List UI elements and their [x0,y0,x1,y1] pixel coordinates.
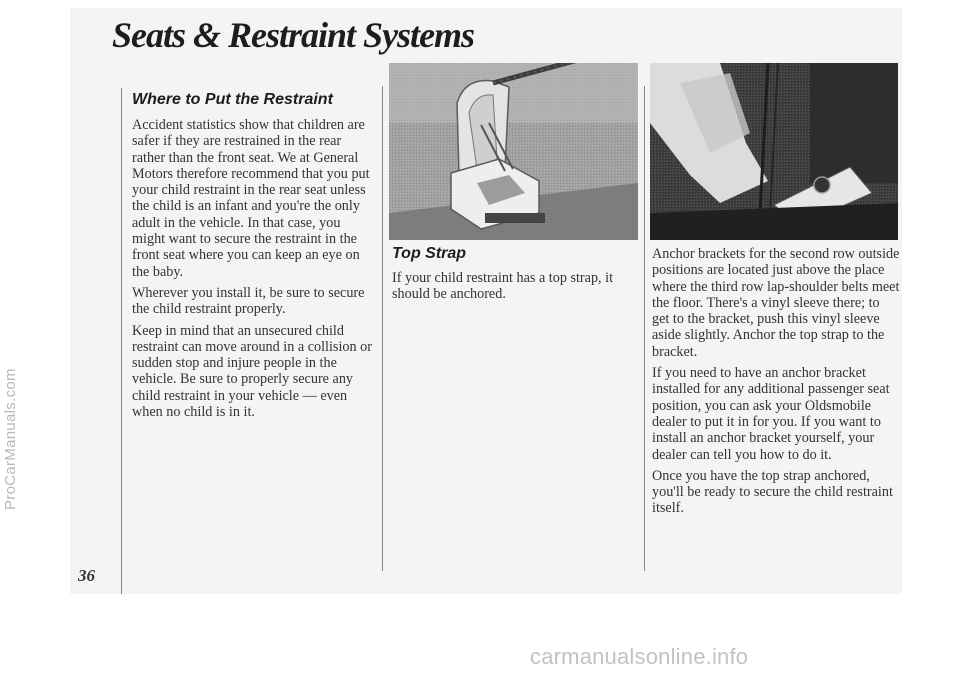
heading-top-strap: Top Strap [392,245,467,262]
column3-body [652,246,900,522]
heading-where-to-put-restraint: Where to Put the Restraint [132,91,333,108]
column3-paragraph: Once you have the top strap anchored, you'll be ready to secure the child restraint itself. [652,467,893,517]
section-title: Seats & Restraint Systems [112,15,475,55]
column2-paragraph: If your child restraint has a top strap, it should be anchored. [392,270,614,303]
column-divider-2 [644,86,645,571]
side-watermark: ProCarManuals.com [2,368,19,510]
child-seat-photo [389,63,638,240]
column1-paragraph: Keep in mind that an unsecured child restraint can move around in a collision or sudden stop and injure people in the vehicle. Be sure to properly secure any child restraint in your vehicle — even when no child is in it. [132,322,372,421]
left-margin-rule [121,88,122,594]
column1-paragraph: Wherever you install it, be sure to secure the child restraint properly. [132,284,365,318]
column-divider-1 [382,86,383,571]
column1-paragraph: Accident statistics show that children are safer if they are restrained in the rear rather than the front seat. We at General Motors therefore recommend that you put your child restraint in the rear seat unless the child is an infant and you're the only adult in the vehicle. In that case, you might want to secure the restraint in the front seat where you can keep an eye on the baby. [132,117,370,280]
column3-paragraph: Anchor brackets for the second row outside positions are located just above the place where the third row lap-shoulder belts meet the floor. There's a vinyl sleeve there; to get to the bracket, push this vinyl sleeve aside slightly. Anchor the top strap to the bracket. [652,246,900,360]
anchor-bracket-photo [650,63,898,240]
footer-watermark: carmanualsonline.info [530,644,749,669]
page-number: 36 [78,566,95,585]
column2-body [392,270,635,308]
column1-body [132,117,377,425]
column3-paragraph: If you need to have an anchor bracket installed for any additional passenger seat position, you can ask your Oldsmobile dealer to put it in for you. If you want to install an anchor bracket yourself, your dealer can tell you how to do it. [652,365,890,463]
